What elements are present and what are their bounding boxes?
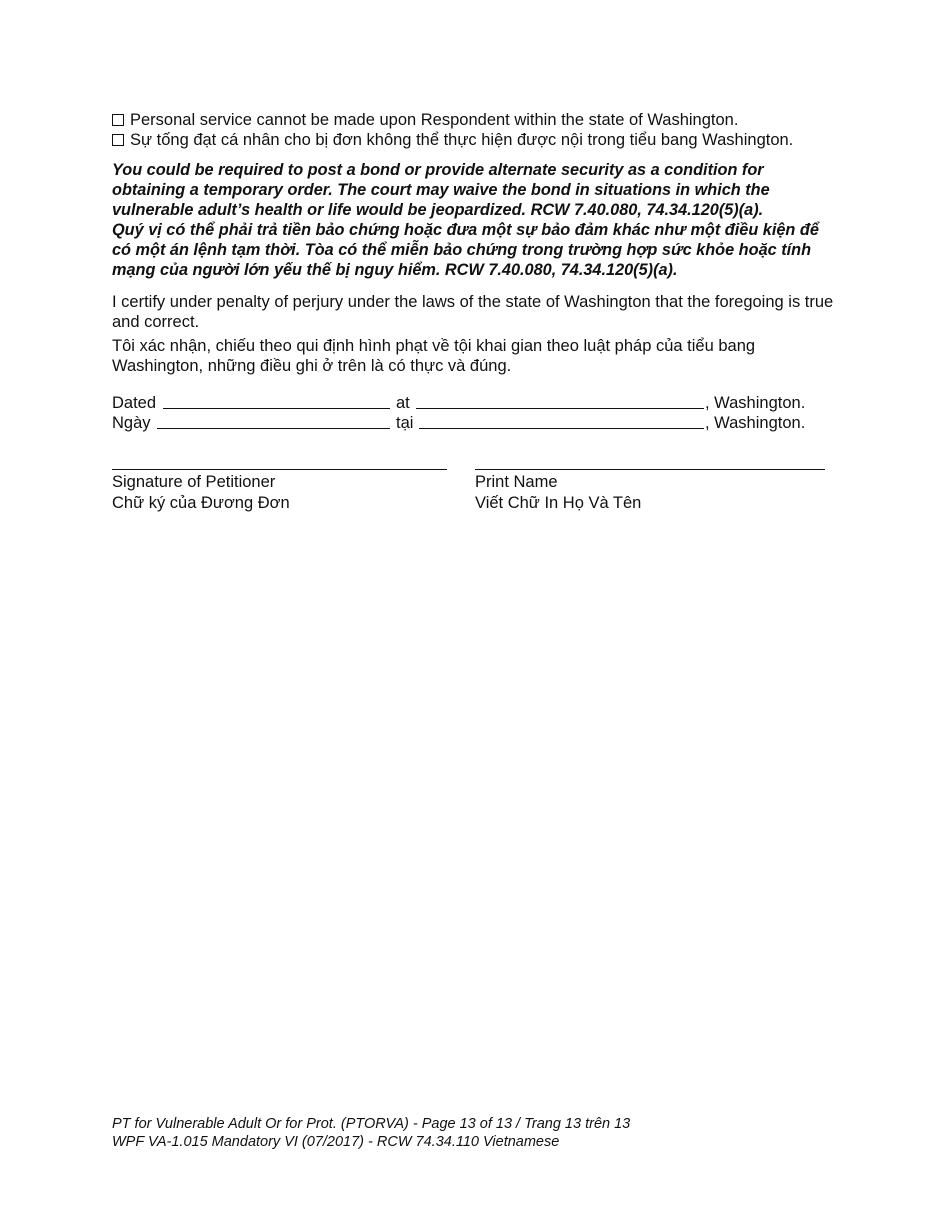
ngay-suffix: , Washington. bbox=[705, 414, 806, 432]
checkbox-icon[interactable] bbox=[112, 114, 124, 126]
signature-label-en: Signature of Petitioner bbox=[112, 473, 276, 491]
signature-label-vi: Chữ ký của Đương Đơn bbox=[112, 494, 290, 512]
checkbox-icon[interactable] bbox=[112, 134, 124, 146]
checkbox-label-en: Personal service cannot be made upon Respondent within the state of Washington. bbox=[130, 111, 739, 129]
print-name-label-en: Print Name bbox=[475, 473, 558, 491]
checkbox-item-vi[interactable] bbox=[112, 130, 838, 150]
document-body bbox=[112, 110, 838, 380]
page-footer bbox=[112, 1115, 630, 1151]
dated-at-label: at bbox=[396, 394, 410, 412]
dated-suffix: , Washington. bbox=[705, 394, 806, 412]
ngay-row bbox=[112, 413, 838, 433]
dated-place-field[interactable] bbox=[416, 408, 704, 409]
signature-line[interactable] bbox=[112, 469, 447, 470]
bond-notice bbox=[112, 160, 838, 280]
certification-vi: Tôi xác nhận, chiếu theo qui định hình phạt về tội khai gian theo luật pháp của tiểu bang Washington, những điều ghi ở trên là có thực và đúng. bbox=[112, 337, 756, 375]
checkbox-label-vi: Sự tống đạt cá nhân cho bị đơn không thể thực hiện được nội trong tiểu bang Washington. bbox=[130, 131, 794, 149]
ngay-field[interactable] bbox=[157, 428, 390, 429]
date-place-block bbox=[112, 393, 838, 433]
print-name-line[interactable] bbox=[475, 469, 825, 470]
certification-en: I certify under penalty of perjury under the laws of the state of Washington that the foregoing is true and correct. bbox=[112, 293, 834, 331]
ngay-label: Ngày bbox=[112, 414, 151, 432]
checkbox-item-en[interactable] bbox=[112, 110, 838, 130]
footer-line-2: WPF VA-1.015 Mandatory VI (07/2017) - RCW 74.34.110 Vietnamese bbox=[112, 1134, 560, 1150]
footer-line-1: PT for Vulnerable Adult Or for Prot. (PTORVA) - Page 13 of 13 / Trang 13 trên 13 bbox=[112, 1116, 631, 1132]
print-name-label bbox=[475, 472, 641, 514]
ngay-at-label: tại bbox=[396, 414, 414, 432]
bond-notice-vi: Quý vị có thể phải trả tiền bảo chứng hoặc đưa một sự bảo đảm khác như một điều kiện để có một án lệnh tạm thời. Tòa có thể miễn bảo chứng trong trường hợp sức khỏe hoặc tính mạng của người lớn yếu thế bị nguy hiểm. RCW 7.40.080, 74.34.120(5)(a). bbox=[112, 221, 819, 279]
bond-notice-en: You could be required to post a bond or provide alternate security as a condition for obtaining a temporary order. The court may waive the bond in situations in which the vulnerable adult’s health or life would be jeopardized. RCW 7.40.080, 74.34.120(5)(a). bbox=[112, 161, 770, 219]
certification bbox=[112, 292, 838, 376]
signature-label bbox=[112, 472, 290, 514]
dated-field[interactable] bbox=[163, 408, 390, 409]
print-name-label-vi: Viết Chữ In Họ Và Tên bbox=[475, 494, 642, 512]
dated-label: Dated bbox=[112, 394, 157, 412]
ngay-place-field[interactable] bbox=[419, 428, 704, 429]
dated-row bbox=[112, 393, 838, 413]
